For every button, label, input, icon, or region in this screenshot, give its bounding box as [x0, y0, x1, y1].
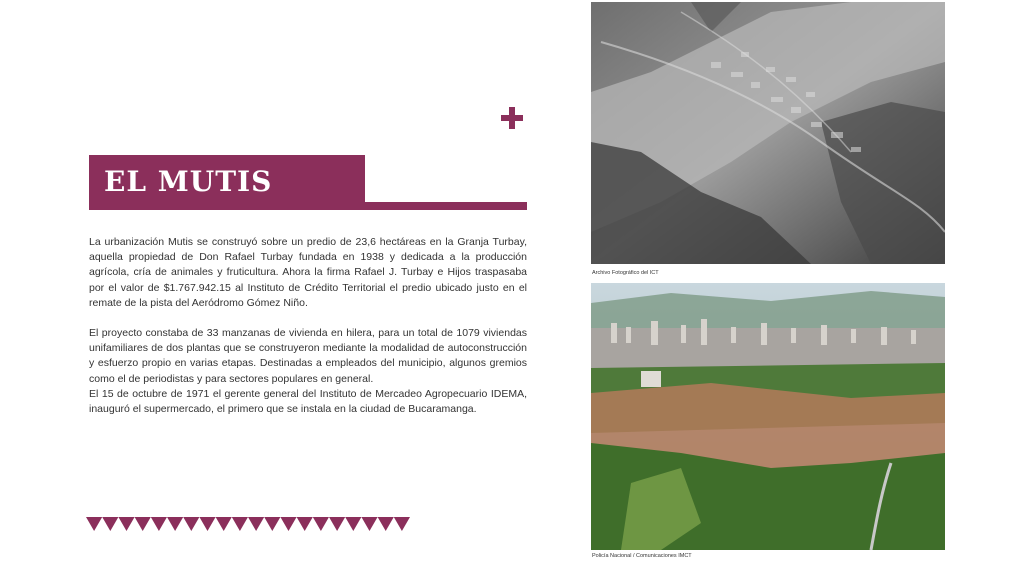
triangle-mark — [102, 517, 118, 531]
plus-icon — [501, 107, 523, 129]
triangle-mark — [361, 517, 377, 531]
triangle-mark — [345, 517, 361, 531]
triangle-mark — [216, 517, 232, 531]
triangle-mark — [199, 517, 215, 531]
triangle-border — [86, 517, 410, 531]
triangle-mark — [151, 517, 167, 531]
paragraph-3: El 15 de octubre de 1971 el gerente general del Instituto de Mercadeo Agropecuario IDEMA, inauguró el supermercado, el primero que se instala en la ciudad de Bucaramanga. — [89, 387, 527, 416]
triangle-mark — [313, 517, 329, 531]
triangle-mark — [232, 517, 248, 531]
triangle-mark — [135, 517, 151, 531]
aerial-photo-historic — [591, 2, 945, 264]
triangle-mark — [378, 517, 394, 531]
triangle-mark — [297, 517, 313, 531]
triangle-mark — [248, 517, 264, 531]
triangle-mark — [264, 517, 280, 531]
paragraph-1: La urbanización Mutis se construyó sobre un predio de 23,6 hectáreas en la Granja Turbay, aquella propiedad de Don Rafael Turbay fundada en 1938 y dedicada a la producción agrícola, cría de animales y fruticultura. Ahora la firma Rafael J. Turbay e Hijos traspasaba por el valor de $1.767.942.15 al Instituto de Crédito Territorial el predio ubicado justo en el remate de la pista del Aeródromo Gómez Niño. — [89, 236, 527, 309]
triangle-mark — [280, 517, 296, 531]
triangle-mark — [394, 517, 410, 531]
page-title: EL MUTIS — [104, 165, 273, 198]
aerial-photo-city — [591, 283, 945, 550]
triangle-mark — [329, 517, 345, 531]
photo-caption-1: Archivo Fotográfico del ICT — [592, 270, 659, 276]
body-text — [89, 235, 527, 417]
title-underline — [89, 202, 527, 210]
paragraph-2: El proyecto constaba de 33 manzanas de vivienda en hilera, para un total de 1079 viviendas unifamiliares de dos plantas que se construyeron mediante la modalidad de autoconstrucción y esfuerzo propio en varias etapas. Destinadas a empleados del municipio, algunos gremios como el de periodistas y para sectores populares en general. — [89, 327, 527, 385]
triangle-mark — [167, 517, 183, 531]
triangle-mark — [183, 517, 199, 531]
photo-caption-2: Policía Nacional / Comunicaciones IMCT — [592, 553, 692, 559]
triangle-mark — [86, 517, 102, 531]
triangle-mark — [118, 517, 134, 531]
